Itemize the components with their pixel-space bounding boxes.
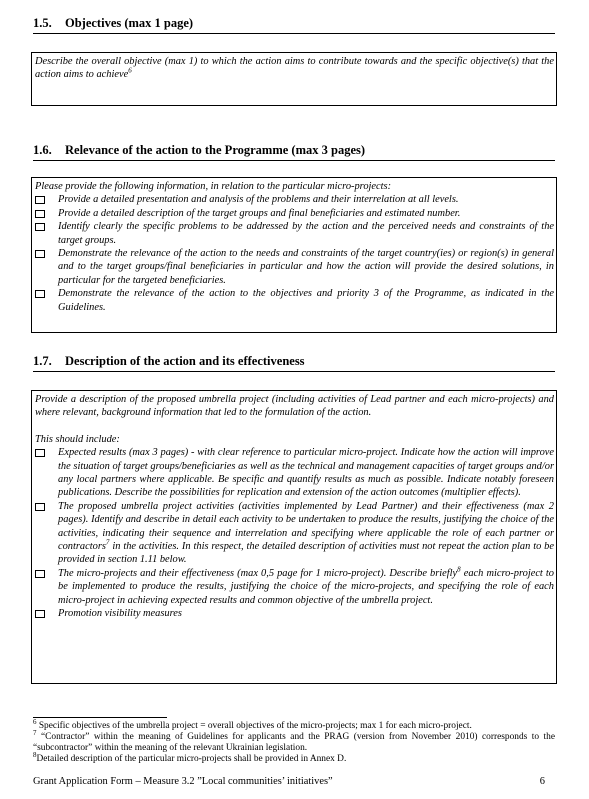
list-item: Demonstrate the relevance of the action to the objectives and priority 3 of the Programme, as indicated in the Guidelines.	[35, 287, 554, 314]
list-item: The proposed umbrella project activities (activities implemented by Lead Partner) and their effectiveness (max 2 pages). Identify and describe in detail each activity to be undertaken to produce the results, justifying the choice of the activities, indicating their sequence and interrelation and specifying where applicable the role of each partner or contractors$^7$ in the activities. In this respect, the detailed description of activities must not repeat the action plan to be provided in section 1.11 below.	[35, 500, 554, 567]
checkbox-icon	[35, 210, 45, 218]
objectives-text: Describe the overall objective (max 1) to which the action aims to contribute towards and the specific objective(s) that the action aims to achieve$^6$	[35, 56, 554, 81]
section-number: 1.7.	[33, 354, 52, 368]
list-item: Expected results (max 3 pages) - with clear reference to particular micro-project. Indicate how the action will improve the situation of target groups/beneficiaries as well as the technical and management capacities of target groups and/or any local partners where applicable. Be specific and quantify results as much as possible. Indicate notably foreseen publications. Describe the possibilities for replication and extension of the action outcomes (multiplier effects).	[35, 446, 554, 500]
checkbox-icon	[35, 196, 45, 204]
section-title: Objectives (max 1 page)	[65, 16, 194, 30]
footnote-ref: 7	[105, 538, 110, 547]
footnote-ref: 6	[128, 66, 132, 75]
section-number: 1.6.	[33, 143, 52, 157]
list-item: Promotion visibility measures	[35, 607, 554, 620]
section-1-7-heading	[33, 354, 555, 372]
list-item: Demonstrate the relevance of the action to the needs and constraints of the target country(ies) or region(s) in general and to the target groups/final beneficiaries in particular and how the action will provide the desired solutions, in particular for the targeted beneficiaries.	[35, 247, 554, 287]
checkbox-icon	[35, 449, 45, 457]
section-title: Description of the action and its effectiveness	[65, 354, 305, 368]
objectives-box	[31, 52, 557, 106]
relevance-intro: Please provide the following information, in relation to the particular micro-projects:	[35, 181, 392, 192]
relevance-box	[31, 177, 557, 333]
checkbox-icon	[35, 250, 45, 258]
footnotes	[33, 717, 556, 765]
section-1-5-heading	[33, 16, 555, 34]
page-number: 6	[539, 776, 545, 787]
section-1-6-heading	[33, 143, 555, 161]
page-footer	[33, 776, 545, 787]
footnote-8: $^8$Detailed description of the particular micro-projects shall be provided in Annex D.	[33, 750, 347, 764]
checkbox-icon	[35, 290, 45, 298]
description-box	[31, 390, 557, 684]
include-label: This should include:	[35, 433, 120, 445]
list-item: Identify clearly the specific problems to be addressed by the action and the perceived needs and constraints of the target groups.	[35, 220, 554, 247]
list-item: The micro-projects and their effectiveness (max 0,5 page for 1 micro-project). Describe briefly$^8$ each micro-project to be implemented to produce the results, justifying the choice of the micro-projects, and specifying the role of each micro-project in achieving expected results and common objective of the umbrella project.	[35, 567, 554, 607]
footnote-ref: 8	[457, 565, 461, 574]
description-intro: Provide a description of the proposed umbrella project (including activities of Lead partner and each micro-projects) and where relevant, background information that led to the formulation of the action.	[35, 394, 554, 419]
list-item: Provide a detailed description of the target groups and final beneficiaries and estimated number.	[35, 207, 554, 220]
checkbox-icon	[35, 503, 45, 511]
section-title: Relevance of the action to the Programme (max 3 pages)	[65, 143, 366, 157]
footnote-6: $^6$ Specific objectives of the umbrella project = overall objectives of the micro-projects; max 1 for each micro-project.	[33, 717, 472, 731]
footnote-divider	[33, 717, 167, 718]
section-number: 1.5.	[33, 16, 52, 30]
list-item: Provide a detailed presentation and analysis of the problems and their interrelation at all levels.	[35, 193, 554, 206]
checkbox-icon	[35, 223, 45, 231]
footer-title: Grant Application Form – Measure 3.2 ”Local communities’ initiatives”	[33, 776, 333, 787]
checkbox-icon	[35, 610, 45, 618]
footnote-7: $^7$ “Contractor” within the meaning of Guidelines for applicants and the PRAG (version from November 2010) corresponds to the “subcontractor” within the meaning of the relevant Ukrainian legislation.	[33, 728, 556, 753]
checkbox-icon	[35, 570, 45, 578]
